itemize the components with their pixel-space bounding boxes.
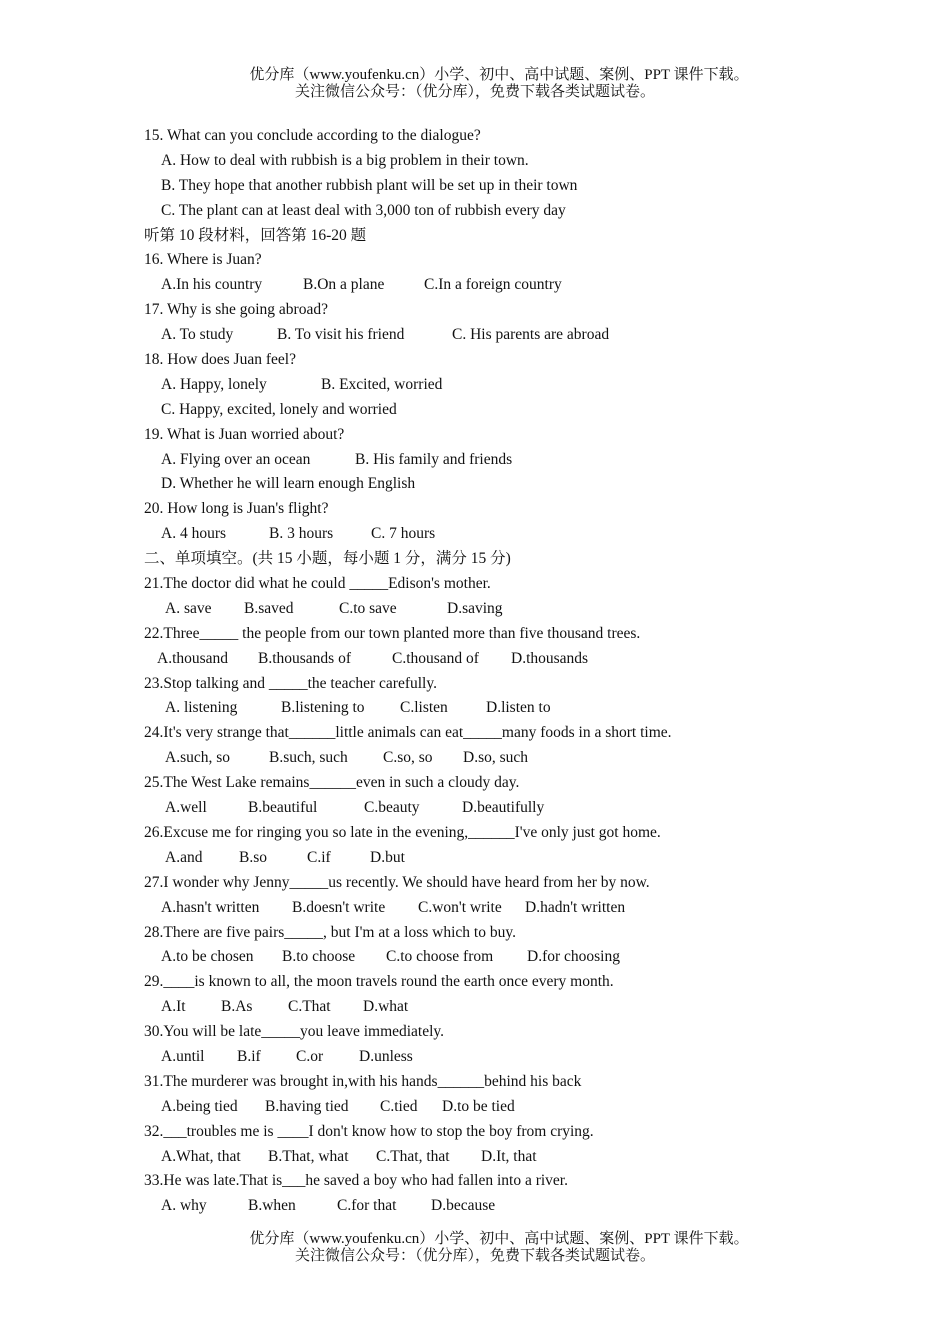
question-18-option-b: B. Excited, worried bbox=[321, 375, 443, 393]
question-30-option-a: A.until bbox=[161, 1047, 205, 1065]
question-31-option-c: C.tied bbox=[380, 1097, 418, 1115]
question-25-option-c: C.beauty bbox=[364, 799, 420, 817]
question-20-option-c: C. 7 hours bbox=[371, 525, 436, 543]
question-18-option-c: C. Happy, excited, lonely and worried bbox=[161, 400, 397, 418]
question-26-option-b: B.so bbox=[239, 848, 267, 866]
page-footer bbox=[0, 1231, 950, 1265]
question-21-option-d: D.saving bbox=[447, 599, 503, 617]
question-23-options bbox=[144, 696, 904, 721]
question-23-option-d: D.listen to bbox=[486, 699, 551, 717]
question-20-options bbox=[144, 522, 904, 547]
question-30-option-c: C.or bbox=[296, 1047, 324, 1065]
question-18-options bbox=[144, 373, 904, 398]
question-15-stem: 15. What can you conclude according to the dialogue? bbox=[144, 127, 481, 144]
footer-line-1: 优分库（www.youfenku.cn）小学、初中、高中试题、案例、PPT 课件下载。 bbox=[249, 1231, 749, 1247]
question-21-option-b: B.saved bbox=[244, 599, 294, 617]
question-31-option-b: B.having tied bbox=[265, 1097, 349, 1115]
question-20-option-a: A. 4 hours bbox=[161, 525, 227, 543]
question-22-option-a: A.thousand bbox=[157, 649, 229, 667]
question-33-option-c: C.for that bbox=[337, 1197, 397, 1215]
question-18-stem: 18. How does Juan feel? bbox=[144, 351, 296, 369]
question-21-option-c: C.to save bbox=[339, 599, 397, 617]
question-16-stem: 16. Where is Juan? bbox=[144, 251, 262, 269]
question-33-option-a: A. why bbox=[161, 1197, 207, 1215]
question-23-stem: 23.Stop talking and _____the teacher carefully. bbox=[144, 674, 437, 692]
document-body bbox=[144, 124, 904, 1219]
question-29-stem: 29.____is known to all, the moon travels round the earth once every month. bbox=[144, 973, 614, 991]
question-27-option-a: A.hasn't written bbox=[161, 898, 260, 916]
question-31-stem: 31.The murderer was brought in,with his hands______behind his back bbox=[144, 1072, 582, 1090]
question-32-options bbox=[144, 1145, 904, 1170]
question-28-options bbox=[144, 945, 904, 970]
question-32-option-a: A.What, that bbox=[161, 1147, 241, 1165]
question-26-option-d: D.but bbox=[370, 848, 405, 866]
question-30-options bbox=[144, 1045, 904, 1070]
question-29-option-b: B.As bbox=[221, 998, 253, 1016]
question-17-option-a: A. To study bbox=[161, 326, 234, 344]
question-22-options bbox=[144, 647, 904, 672]
question-16-option-a: A.In his country bbox=[161, 276, 263, 294]
question-28-option-a: A.to be chosen bbox=[161, 948, 254, 966]
question-19-option-b: B. His family and friends bbox=[355, 450, 513, 468]
question-28-option-c: C.to choose from bbox=[386, 948, 494, 966]
question-32-option-d: D.It, that bbox=[481, 1147, 537, 1165]
question-28-stem: 28.There are five pairs_____, but I'm at a loss which to buy. bbox=[144, 923, 516, 941]
question-33-stem: 33.He was late.That is___he saved a boy who had fallen into a river. bbox=[144, 1172, 568, 1190]
question-27-option-b: B.doesn't write bbox=[292, 898, 386, 916]
footer-line-2: 关注微信公众号：（优分库），免费下载各类试题试卷。 bbox=[294, 1248, 655, 1264]
question-19-option-a: A. Flying over an ocean bbox=[161, 450, 311, 468]
question-15-option-a: A. How to deal with rubbish is a big problem in their town. bbox=[161, 151, 529, 169]
question-27-option-c: C.won't write bbox=[418, 898, 502, 916]
question-21-option-a: A. save bbox=[165, 599, 212, 617]
question-33-option-b: B.when bbox=[248, 1197, 296, 1215]
question-33-options bbox=[144, 1194, 904, 1219]
question-17-options bbox=[144, 323, 904, 348]
question-29-option-a: A.It bbox=[161, 998, 186, 1016]
section-10-heading: 听第 10 段材料，回答第 16-20 题 bbox=[144, 226, 367, 244]
question-22-option-b: B.thousands of bbox=[258, 649, 351, 667]
question-16-options bbox=[144, 273, 904, 298]
question-21-stem: 21.The doctor did what he could _____Edison's mother. bbox=[144, 575, 491, 593]
question-30-option-b: B.if bbox=[237, 1047, 261, 1065]
question-24-option-d: D.so, such bbox=[463, 749, 529, 767]
question-17-option-c: C. His parents are abroad bbox=[452, 326, 610, 344]
question-30-stem: 30.You will be late_____you leave immediately. bbox=[144, 1023, 445, 1041]
question-19-options bbox=[144, 448, 904, 473]
question-22-option-d: D.thousands bbox=[511, 649, 589, 667]
question-19-option-d: D. Whether he will learn enough English bbox=[161, 475, 416, 493]
question-22-option-c: C.thousand of bbox=[392, 649, 479, 667]
question-29-option-d: D.what bbox=[363, 998, 409, 1016]
question-24-option-c: C.so, so bbox=[383, 749, 433, 767]
question-32-option-b: B.That, what bbox=[268, 1147, 349, 1165]
question-18-option-a: A. Happy, lonely bbox=[161, 375, 267, 393]
question-26-stem: 26.Excuse me for ringing you so late in the evening,______I've only just got home. bbox=[144, 823, 661, 841]
question-25-options bbox=[144, 796, 904, 821]
question-31-options bbox=[144, 1095, 904, 1120]
question-29-options bbox=[144, 995, 904, 1020]
question-25-stem: 25.The West Lake remains______even in such a cloudy day. bbox=[144, 774, 520, 792]
question-24-options bbox=[144, 746, 904, 771]
question-20-stem: 20. How long is Juan's flight? bbox=[144, 500, 329, 518]
question-28-option-d: D.for choosing bbox=[527, 948, 620, 966]
question-25-option-b: B.beautiful bbox=[248, 799, 318, 817]
question-32-option-c: C.That, that bbox=[376, 1147, 450, 1165]
question-15-option-b: B. They hope that another rubbish plant will be set up in their town bbox=[161, 176, 578, 194]
question-25-option-d: D.beautifully bbox=[462, 799, 545, 817]
section-2-heading: 二、单项填空。(共 15 小题，每小题 1 分，满分 15 分) bbox=[144, 550, 511, 568]
question-17-option-b: B. To visit his friend bbox=[277, 326, 405, 344]
question-17-stem: 17. Why is she going abroad? bbox=[144, 301, 328, 319]
question-29-option-c: C.That bbox=[288, 998, 331, 1016]
question-25-option-a: A.well bbox=[165, 799, 207, 817]
question-27-option-d: D.hadn't written bbox=[525, 898, 626, 916]
question-28-option-b: B.to choose bbox=[282, 948, 356, 966]
question-20-option-b: B. 3 hours bbox=[269, 525, 334, 543]
header-line-1: 优分库（www.youfenku.cn）小学、初中、高中试题、案例、PPT 课件下载。 bbox=[249, 67, 749, 83]
question-30-option-d: D.unless bbox=[359, 1047, 413, 1065]
question-23-option-b: B.listening to bbox=[281, 699, 365, 717]
question-27-stem: 27.I wonder why Jenny_____us recently. We should have heard from her by now. bbox=[144, 873, 650, 891]
question-33-option-d: D.because bbox=[431, 1197, 496, 1215]
question-16-option-c: C.In a foreign country bbox=[424, 276, 562, 294]
header-line-2: 关注微信公众号：（优分库），免费下载各类试题试卷。 bbox=[294, 84, 655, 100]
question-24-option-b: B.such, such bbox=[269, 749, 348, 767]
question-19-stem: 19. What is Juan worried about? bbox=[144, 425, 345, 443]
question-24-stem: 24.It's very strange that______little animals can eat_____many foods in a short time. bbox=[144, 724, 672, 742]
page-header bbox=[0, 67, 950, 101]
question-27-options bbox=[144, 896, 904, 921]
question-32-stem: 32.___troubles me is ____I don't know how to stop the boy from crying. bbox=[144, 1122, 594, 1140]
question-31-option-a: A.being tied bbox=[161, 1097, 238, 1115]
question-26-option-a: A.and bbox=[165, 848, 203, 866]
question-26-option-c: C.if bbox=[307, 848, 331, 866]
question-23-option-c: C.listen bbox=[400, 699, 448, 717]
question-26-options bbox=[144, 846, 904, 871]
question-21-options bbox=[144, 597, 904, 622]
question-23-option-a: A. listening bbox=[165, 699, 238, 717]
question-16-option-b: B.On a plane bbox=[303, 276, 385, 294]
question-15-option-c: C. The plant can at least deal with 3,000 ton of rubbish every day bbox=[161, 201, 566, 219]
question-24-option-a: A.such, so bbox=[165, 749, 231, 767]
question-22-stem: 22.Three_____ the people from our town planted more than five thousand trees. bbox=[144, 624, 641, 642]
question-31-option-d: D.to be tied bbox=[442, 1097, 515, 1115]
